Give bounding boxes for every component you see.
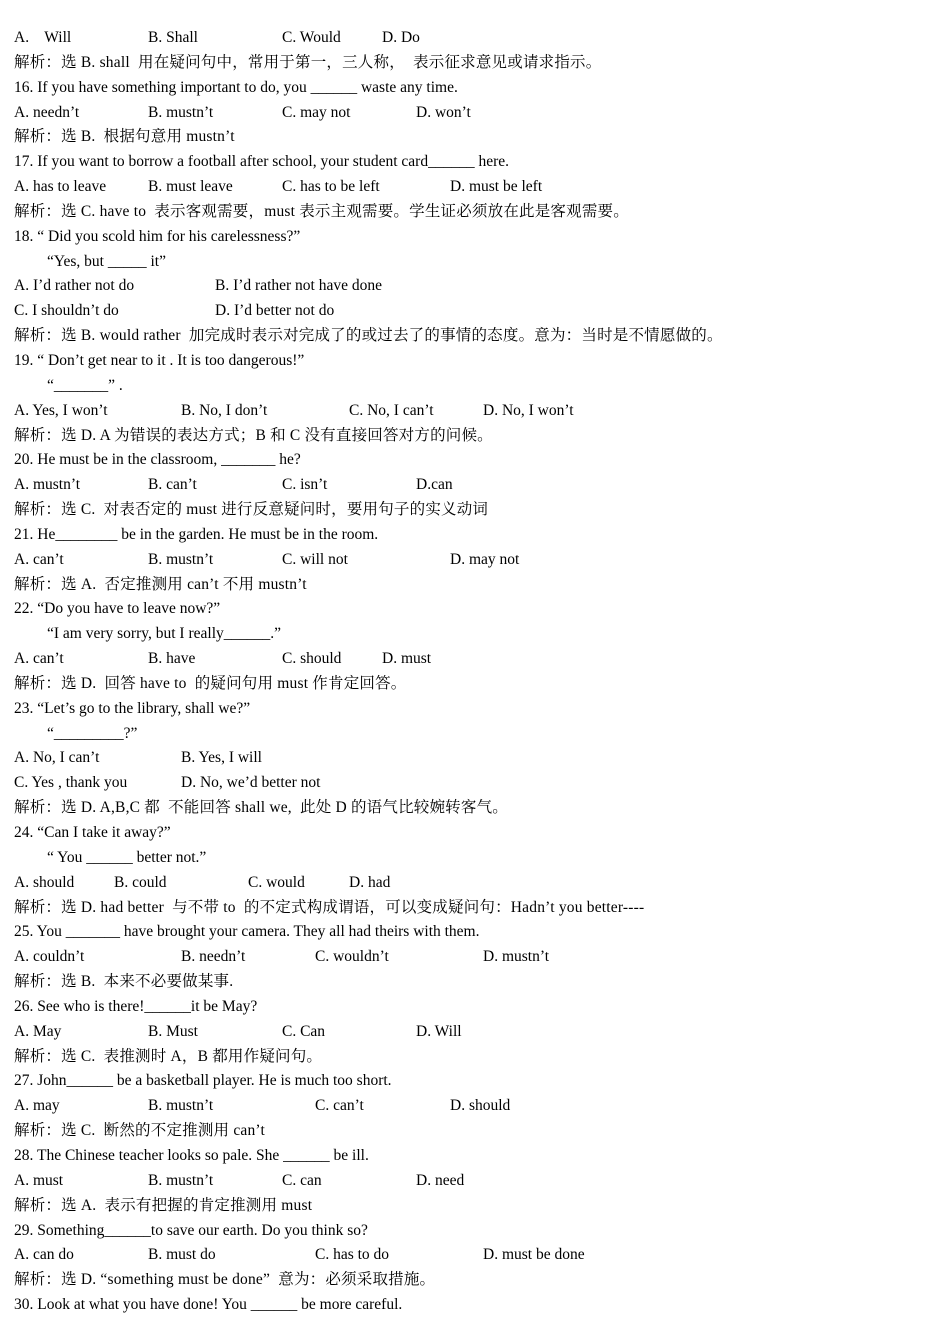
answer-option: A. can’t [14, 650, 64, 668]
answer-option: A. may [14, 1097, 60, 1115]
explanation-line [14, 573, 934, 598]
answer-options-row [14, 299, 934, 324]
line-text: “_________?” [47, 724, 138, 742]
answer-option: D. need [416, 1171, 465, 1189]
answer-options-row [14, 101, 934, 126]
answer-options-row [14, 473, 934, 498]
line-text: 26. See who is there!______it be May? [14, 997, 258, 1015]
explanation-text: 解析：选 B. 根据句意用 mustn’t [14, 128, 235, 146]
line-text: 28. The Chinese teacher looks so pale. She ______ be ill. [14, 1146, 369, 1164]
line-text: 24. “Can I take it away?” [14, 824, 171, 841]
explanation-text: 解析：选 B. shall 用在疑问句中，常用于第一，三人称， 表示征求意见或请求指示。 [14, 53, 602, 71]
answer-option: B. must do [148, 1246, 216, 1264]
explanation-line [14, 498, 934, 523]
answer-options-row [14, 548, 934, 573]
answer-option: C. should [282, 650, 342, 668]
answer-option: C. can [282, 1171, 322, 1189]
answer-option: B. mustn’t [148, 1171, 214, 1189]
answer-option: A. May [14, 1022, 62, 1040]
answer-options-row [14, 1094, 934, 1119]
question-line [14, 1293, 934, 1318]
answer-option: D. won’t [416, 103, 471, 121]
dialogue-line [14, 722, 934, 747]
answer-option: A. I’d rather not do [14, 277, 135, 295]
answer-option: A. mustn’t [14, 476, 81, 494]
explanation-text: 解析：选 C. 对表否定的 must 进行反意疑问时，要用句子的实义动词 [14, 501, 489, 519]
answer-option: D. may not [450, 550, 520, 568]
explanation-text: 解析：选 A. 否定推测用 can’t 不用 mustn’t [14, 575, 307, 593]
explanation-line [14, 1268, 934, 1293]
line-text: 21. He________ be in the garden. He must be in the room. [14, 525, 379, 543]
answer-option: B. I’d rather not have done [215, 277, 382, 295]
explanation-line [14, 324, 934, 349]
explanation-text: 解析：选 B. 本来不必要做某事. [14, 973, 234, 991]
line-text: 19. “ Don’t get near to it . It is too dangerous!” [14, 351, 305, 369]
line-text: 27. John______ be a basketball player. He is much too short. [14, 1072, 392, 1090]
answer-option: D. No, I won’t [483, 401, 574, 419]
answer-option: B. No, I don’t [181, 401, 268, 419]
answer-option: C. I shouldn’t do [14, 302, 119, 320]
explanation-text: 解析：选 C. have to 表示客观需要，must 表示主观需要。学生证必须放在此是客观需要。 [14, 202, 629, 220]
answer-option: A. has to leave [14, 178, 107, 196]
question-line [14, 697, 934, 722]
explanation-line [14, 1045, 934, 1070]
answer-option: D. must be done [483, 1246, 585, 1264]
answer-option: B. mustn’t [148, 550, 214, 568]
line-text: “Yes, but _____ it” [47, 252, 166, 270]
question-line [14, 1069, 934, 1094]
answer-option: D. Do [382, 29, 420, 46]
line-text: 18. “ Did you scold him for his carelessness?” [14, 227, 301, 245]
answer-option: D.can [416, 476, 453, 494]
answer-option: D. had [349, 873, 391, 891]
explanation-text: 解析：选 A. 表示有把握的肯定推测用 must [14, 1196, 313, 1214]
answer-option: C. wouldn’t [315, 948, 389, 966]
answer-option: B. could [114, 873, 167, 891]
line-text: 25. You _______ have brought your camera. They all had theirs with them. [14, 923, 480, 941]
line-text: 23. “Let’s go to the library, shall we?” [14, 699, 251, 717]
answer-option: B. needn’t [181, 948, 246, 966]
question-line [14, 150, 934, 175]
answer-option: A. needn’t [14, 103, 80, 121]
explanation-text: 解析：选 B. would rather 加完成时表示对完成了的或过去了的事情的态度。意为：当时是不情愿做的。 [14, 327, 723, 345]
question-line [14, 349, 934, 374]
explanation-line [14, 51, 934, 76]
answer-option: D. must [382, 650, 432, 668]
dialogue-line [14, 622, 934, 647]
answer-options-row [14, 647, 934, 672]
question-line [14, 225, 934, 250]
answer-options-row [14, 771, 934, 796]
answer-option: A. must [14, 1171, 64, 1189]
dialogue-line [14, 846, 934, 871]
answer-options-row [14, 1169, 934, 1194]
answer-option: B. Yes, I will [181, 749, 262, 767]
answer-option: C. has to be left [282, 178, 380, 196]
line-text: “I am very sorry, but I really______.” [47, 625, 281, 643]
explanation-line [14, 672, 934, 697]
answer-options-row [14, 746, 934, 771]
explanation-line [14, 796, 934, 821]
answer-option: A. No, I can’t [14, 749, 100, 767]
answer-options-row [14, 1020, 934, 1045]
explanation-line [14, 970, 934, 995]
dialogue-line [14, 250, 934, 275]
document-page [14, 26, 934, 1318]
explanation-text: 解析：选 C. 断然的不定推测用 can’t [14, 1122, 266, 1140]
answer-option: A. Will [14, 29, 72, 46]
question-line [14, 597, 934, 622]
answer-option: D. No, we’d better not [181, 774, 321, 792]
explanation-text: 解析：选 C. 表推测时 A，B 都用作疑问句。 [14, 1047, 323, 1065]
explanation-text: 解析：选 D. A,B,C 都 不能回答 shall we, 此处 D 的语气比较婉转客气。 [14, 799, 508, 817]
line-text: 17. If you want to borrow a football after school, your student card______ here. [14, 153, 510, 171]
question-line [14, 1219, 934, 1244]
answer-option: D. mustn’t [483, 948, 550, 966]
explanation-line [14, 125, 934, 150]
line-text: 22. “Do you have to leave now?” [14, 600, 221, 618]
answer-option: B. Shall [148, 29, 198, 46]
line-text: 30. Look at what you have done! You ______ be more careful. [14, 1296, 403, 1314]
answer-option: B. have [148, 650, 196, 668]
answer-option: D. must be left [450, 178, 543, 196]
answer-option: A. couldn’t [14, 948, 85, 966]
answer-option: C. Can [282, 1022, 326, 1040]
answer-option: C. will not [282, 550, 348, 568]
question-line [14, 995, 934, 1020]
explanation-line [14, 1119, 934, 1144]
answer-options-row [14, 274, 934, 299]
question-line [14, 523, 934, 548]
answer-options-row [14, 399, 934, 424]
question-line [14, 1144, 934, 1169]
line-text: 29. Something______to save our earth. Do you think so? [14, 1221, 368, 1239]
explanation-line [14, 200, 934, 225]
explanation-text: 解析：选 D. “something must be done” 意为：必须采取措施。 [14, 1271, 436, 1289]
answer-option: D. should [450, 1097, 511, 1115]
answer-option: D. I’d better not do [215, 302, 335, 320]
line-text: 20. He must be in the classroom, _______ he? [14, 451, 301, 469]
answer-option: A. can do [14, 1246, 74, 1264]
line-text: “ You ______ better not.” [47, 848, 207, 866]
answer-option: A. Yes, I won’t [14, 401, 108, 419]
answer-options-row [14, 871, 934, 896]
answer-option: C. Yes , thank you [14, 774, 128, 792]
answer-option: C. isn’t [282, 476, 328, 494]
question-line [14, 76, 934, 101]
explanation-text: 解析：选 D. A 为错误的表达方式；B 和 C 没有直接回答对方的问候。 [14, 426, 493, 444]
answer-option: C. would [248, 873, 305, 891]
answer-option: C. Would [282, 29, 341, 46]
answer-option: D. Will [416, 1022, 462, 1040]
explanation-line [14, 1194, 934, 1219]
answer-option: B. Must [148, 1022, 198, 1040]
answer-option: B. mustn’t [148, 1097, 214, 1115]
question-line [14, 821, 934, 846]
question-line [14, 920, 934, 945]
answer-option: A. should [14, 873, 75, 891]
answer-options-row [14, 175, 934, 200]
answer-option: B. must leave [148, 178, 233, 196]
answer-option: A. can’t [14, 550, 64, 568]
answer-options-row [14, 26, 934, 51]
explanation-line [14, 424, 934, 449]
answer-option: C. may not [282, 103, 351, 121]
line-text: “_______” . [47, 376, 123, 394]
explanation-text: 解析：选 D. 回答 have to 的疑问句用 must 作肯定回答。 [14, 674, 407, 692]
dialogue-line [14, 374, 934, 399]
line-text: 16. If you have something important to do, you ______ waste any time. [14, 78, 458, 96]
answer-option: C. has to do [315, 1246, 390, 1264]
answer-option: B. can’t [148, 476, 197, 494]
answer-option: C. No, I can’t [349, 401, 434, 419]
question-line [14, 448, 934, 473]
explanation-text: 解析：选 D. had better 与不带 to 的不定式构成谓语，可以变成疑问句：Hadn’t you better---- [14, 898, 645, 916]
answer-option: B. mustn’t [148, 103, 214, 121]
explanation-line [14, 896, 934, 921]
answer-options-row [14, 1243, 934, 1268]
answer-options-row [14, 945, 934, 970]
answer-option: C. can’t [315, 1097, 364, 1115]
